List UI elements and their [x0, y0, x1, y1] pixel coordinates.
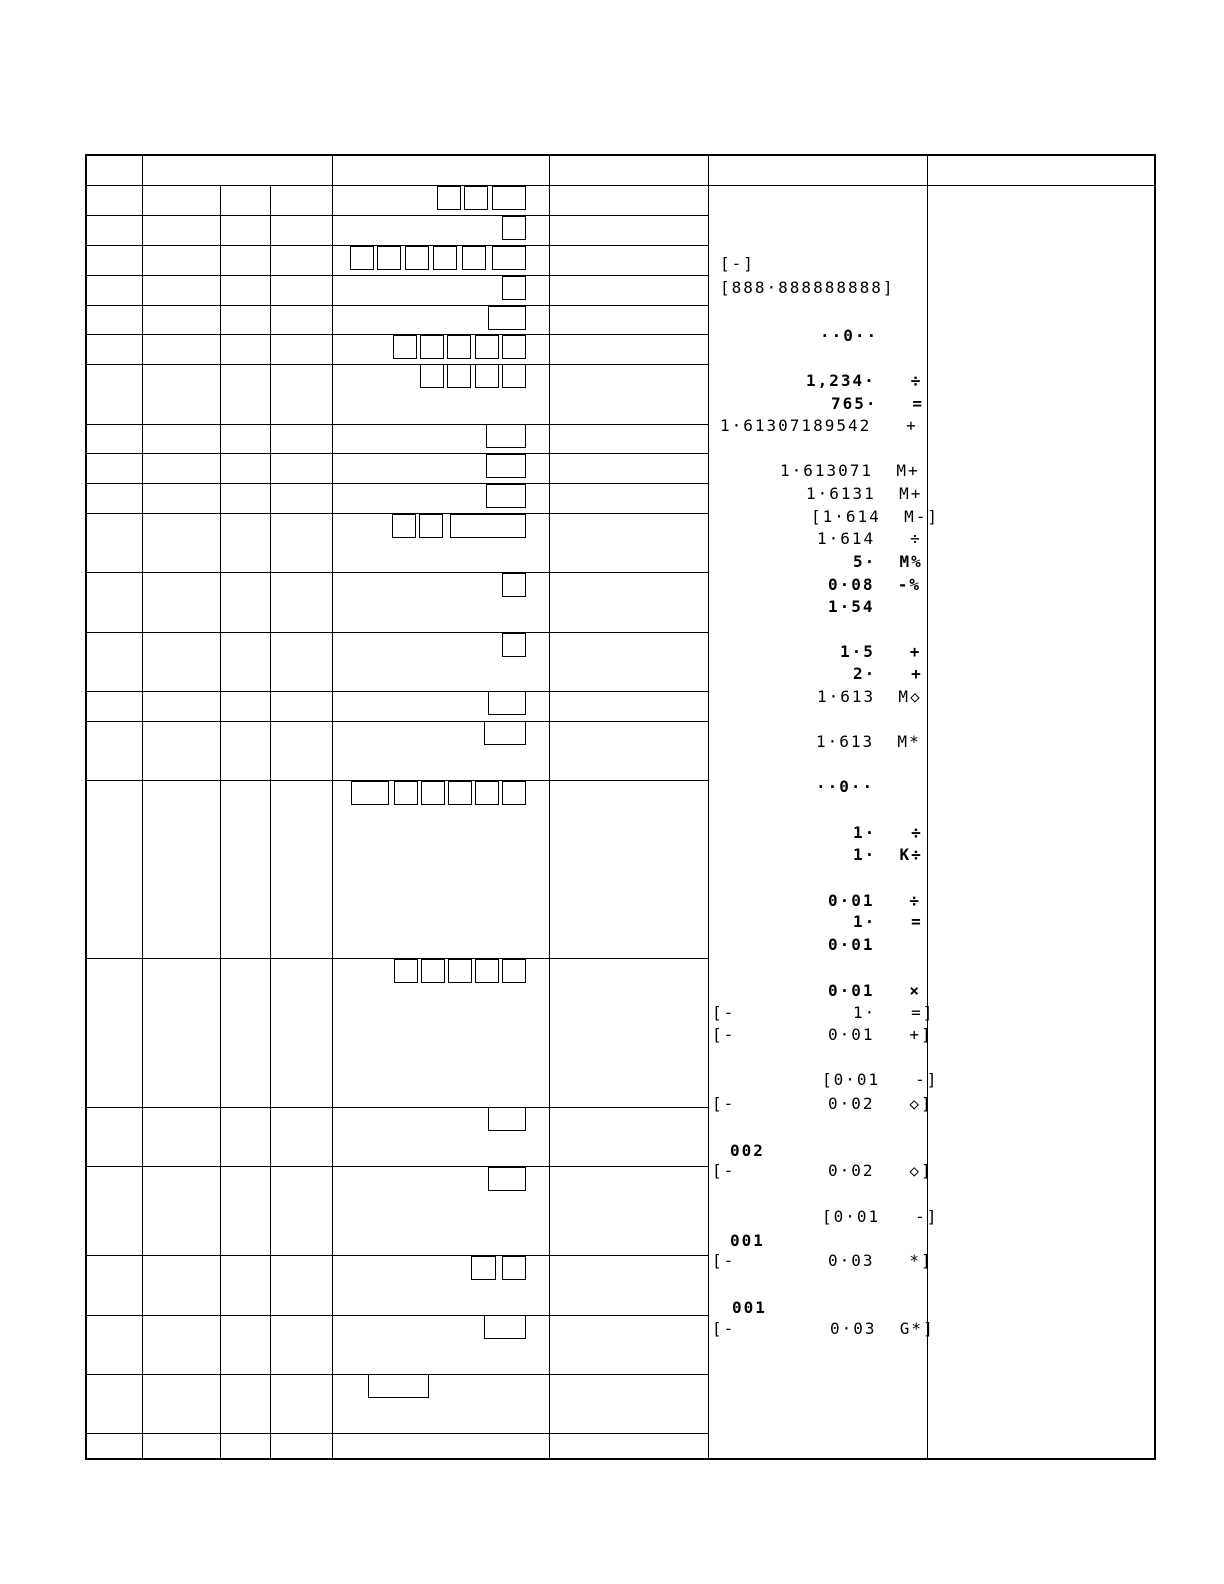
- column-divider: [708, 156, 709, 1458]
- key-box: [492, 246, 526, 270]
- key-box: [475, 364, 499, 388]
- row-divider: [87, 1166, 708, 1167]
- key-box: [492, 186, 526, 210]
- tape-line: 0·01 +]: [828, 1025, 933, 1044]
- key-box: [368, 1374, 429, 1398]
- key-box: [502, 633, 526, 657]
- tape-line: [-]: [720, 254, 755, 273]
- key-box: [475, 335, 499, 359]
- key-box: [486, 424, 526, 448]
- tape-line: 0·03 G*]: [830, 1319, 935, 1338]
- row-divider: [87, 453, 708, 454]
- tape-line: [-: [712, 1094, 736, 1113]
- key-box: [433, 246, 457, 270]
- key-box: [484, 721, 526, 745]
- row-divider: [87, 424, 708, 425]
- tape-line: 1·613 M*: [816, 732, 921, 751]
- row-divider: [87, 1315, 708, 1316]
- tape-line: 2· +: [853, 664, 923, 683]
- column-divider: [142, 156, 143, 1458]
- tape-line: [0·01 -]: [822, 1070, 939, 1089]
- key-box: [450, 514, 526, 538]
- key-box: [484, 1315, 526, 1339]
- tape-line: ··0··: [816, 777, 875, 796]
- tape-line: 1·54: [828, 597, 875, 616]
- key-box: [502, 1256, 526, 1280]
- tape-line: 1·61307189542 +: [720, 416, 918, 435]
- key-box: [502, 364, 526, 388]
- column-divider: [332, 156, 333, 1458]
- key-box: [351, 781, 389, 805]
- row-divider: [87, 1107, 708, 1108]
- row-divider: [87, 721, 708, 722]
- key-box: [488, 1167, 526, 1191]
- key-box: [471, 1256, 496, 1280]
- key-box: [421, 959, 445, 983]
- row-divider: [87, 691, 708, 692]
- tape-line: 1· =: [853, 912, 923, 931]
- tape-line: 1·614 ÷: [817, 529, 922, 548]
- tape-line: [-: [712, 1003, 736, 1022]
- key-box: [447, 335, 471, 359]
- tape-line: [-: [712, 1161, 736, 1180]
- key-box: [448, 959, 472, 983]
- column-divider: [549, 156, 550, 1458]
- tape-line: 0·02 ◇]: [828, 1161, 933, 1180]
- row-divider: [87, 305, 708, 306]
- key-box: [486, 454, 526, 478]
- tape-line: 5· M%: [853, 552, 923, 571]
- tape-line: 0·03 *]: [828, 1251, 933, 1270]
- key-box: [502, 573, 526, 597]
- key-box: [475, 781, 499, 805]
- tape-line: [-: [712, 1319, 736, 1338]
- key-box: [502, 781, 526, 805]
- tape-line: 0·01 ÷: [828, 891, 922, 910]
- row-divider: [87, 1255, 708, 1256]
- key-box: [420, 364, 444, 388]
- column-divider: [220, 185, 221, 1458]
- tape-line: 0·08 -%: [828, 575, 922, 594]
- column-divider: [927, 156, 928, 1458]
- key-box: [377, 246, 401, 270]
- key-box: [447, 364, 471, 388]
- key-box: [392, 514, 416, 538]
- key-box: [419, 514, 443, 538]
- key-box: [488, 306, 526, 330]
- procedure-table: [85, 154, 1156, 1460]
- tape-line: 1·6131 M+: [806, 484, 923, 503]
- key-box: [475, 959, 499, 983]
- key-box: [502, 216, 526, 240]
- row-divider: [87, 275, 708, 276]
- row-divider: [87, 364, 708, 365]
- key-box: [448, 781, 472, 805]
- key-box: [464, 186, 488, 210]
- tape-line: 765· =: [831, 394, 925, 413]
- key-box: [393, 335, 417, 359]
- tape-line: 1· =]: [853, 1003, 935, 1022]
- column-divider: [270, 185, 271, 1458]
- tape-line: 1·613071 M+: [780, 461, 920, 480]
- row-divider: [87, 632, 708, 633]
- key-box: [437, 186, 461, 210]
- row-divider: [87, 572, 708, 573]
- tape-line: 1· K÷: [853, 845, 923, 864]
- tape-line: 002: [730, 1141, 765, 1160]
- key-box: [486, 484, 526, 508]
- tape-line: 0·02 ◇]: [828, 1094, 933, 1113]
- tape-line: 1,234· ÷: [806, 371, 923, 390]
- key-box: [502, 276, 526, 300]
- key-box: [420, 335, 444, 359]
- row-divider: [87, 483, 708, 484]
- tape-line: [888·888888888]: [720, 278, 895, 297]
- tape-line: 1·613 M◇: [817, 687, 922, 706]
- tape-line: [-: [712, 1251, 736, 1270]
- key-box: [488, 691, 526, 715]
- tape-line: 001: [732, 1298, 767, 1317]
- key-box: [394, 959, 418, 983]
- tape-line: ··0··: [820, 326, 879, 345]
- key-box: [405, 246, 429, 270]
- tape-line: 001: [730, 1231, 765, 1250]
- tape-line: 0·01: [828, 935, 875, 954]
- row-divider: [87, 215, 708, 216]
- tape-line: [0·01 -]: [822, 1207, 939, 1226]
- tape-line: 0·01 ×: [828, 981, 922, 1000]
- tape-line: 1· ÷: [853, 823, 923, 842]
- key-box: [502, 335, 526, 359]
- key-box: [488, 1107, 526, 1131]
- tape-line: [1·614 M-]: [811, 507, 939, 526]
- key-box: [394, 781, 418, 805]
- key-box: [502, 959, 526, 983]
- key-box: [462, 246, 486, 270]
- key-box: [350, 246, 374, 270]
- key-box: [421, 781, 445, 805]
- tape-line: [-: [712, 1025, 736, 1044]
- header-divider: [87, 185, 1154, 186]
- row-divider: [87, 1433, 708, 1434]
- tape-line: 1·5 +: [840, 642, 922, 661]
